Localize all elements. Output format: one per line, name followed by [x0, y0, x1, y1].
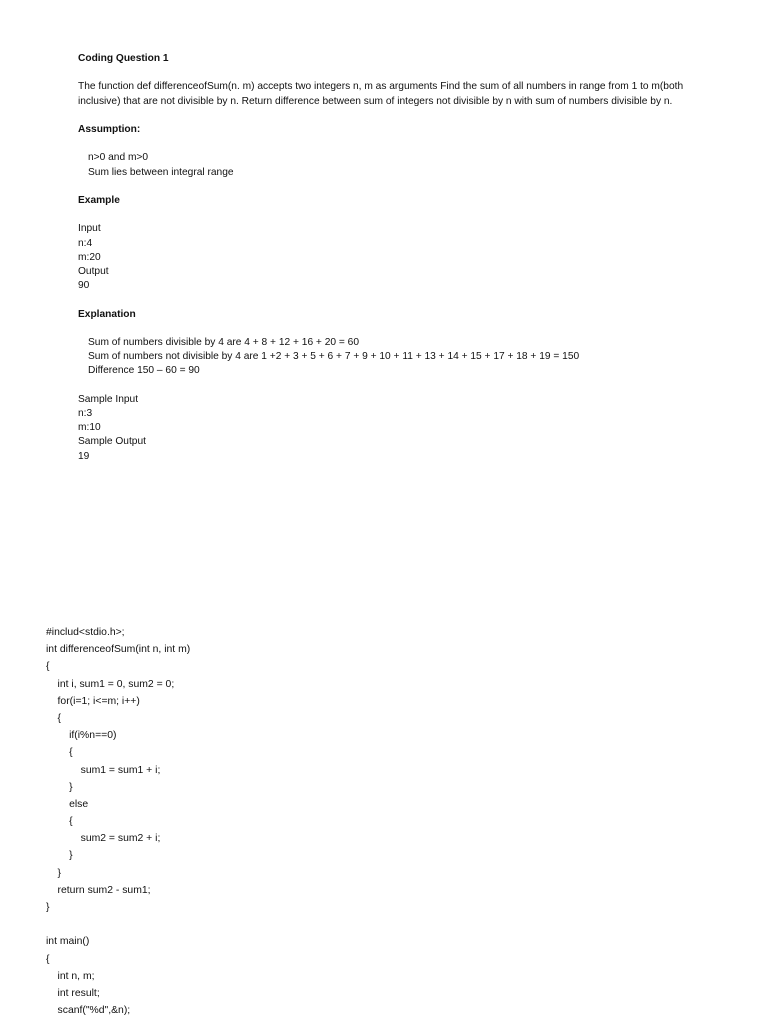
question-section [78, 52, 688, 464]
example-heading: Example [78, 194, 120, 206]
question-description: The function def differenceofSum(n. m) accepts two integers n, m as arguments Find the sum of all numbers in range from 1 to m(both inclusive) that are not divisible by n. Return difference between sum of integers not divisible by n with sum of numbers divisible by n. [78, 81, 684, 107]
code-line: { [46, 953, 50, 965]
example-line: 90 [78, 280, 90, 292]
code-line: scanf("%d",&n); [46, 1005, 131, 1017]
code-line: int n, m; [46, 970, 95, 982]
code-line: int result; [46, 987, 100, 999]
code-line: } [46, 781, 73, 793]
code-line: } [46, 902, 50, 913]
assumption-heading: Assumption: [78, 123, 141, 135]
example-line: n:4 [78, 237, 93, 249]
code-line: { [46, 816, 73, 828]
code-line: int i, sum1 = 0, sum2 = 0; [46, 678, 175, 690]
code-line: int differenceofSum(int n, int m) [46, 644, 191, 656]
explanation-heading: Explanation [78, 308, 136, 320]
example-line: Output [78, 265, 109, 277]
code-line: if(i%n==0) [46, 730, 117, 742]
assumption-line: Sum lies between integral range [88, 166, 234, 178]
code-line: int main() [46, 936, 90, 948]
sample-line: n:3 [78, 407, 93, 419]
question-title: Coding Question 1 [78, 53, 169, 64]
code-line: sum1 = sum1 + i; [46, 764, 161, 776]
code-line: { [46, 712, 62, 724]
code-line: return sum2 - sum1; [46, 884, 151, 896]
code-line: { [46, 661, 50, 673]
code-line: } [46, 850, 73, 862]
code-listing [46, 624, 746, 1019]
sample-line: m:10 [78, 422, 101, 434]
code-line: { [46, 747, 73, 759]
sample-line: Sample Output [78, 436, 146, 448]
code-line: } [46, 867, 62, 879]
explanation-line: Sum of numbers divisible by 4 are 4 + 8 + 12 + 16 + 20 = 60 [88, 336, 359, 348]
code-line: for(i=1; i<=m; i++) [46, 695, 140, 707]
code-line: else [46, 798, 89, 810]
sample-line: 19 [78, 450, 90, 462]
explanation-line: Sum of numbers not divisible by 4 are 1 +2 + 3 + 5 + 6 + 7 + 9 + 10 + 11 + 13 + 14 + 15 + 17 + 18 + 19 = 150 [88, 351, 580, 363]
code-line: #includ<stdio.h>; [46, 627, 125, 638]
example-line: m:20 [78, 251, 101, 263]
sample-line: Sample Input [78, 393, 139, 405]
example-line: Input [78, 223, 101, 235]
code-line [46, 916, 746, 933]
assumption-line: n>0 and m>0 [88, 152, 149, 164]
explanation-line: Difference 150 – 60 = 90 [88, 365, 200, 377]
code-line: sum2 = sum2 + i; [46, 833, 161, 845]
